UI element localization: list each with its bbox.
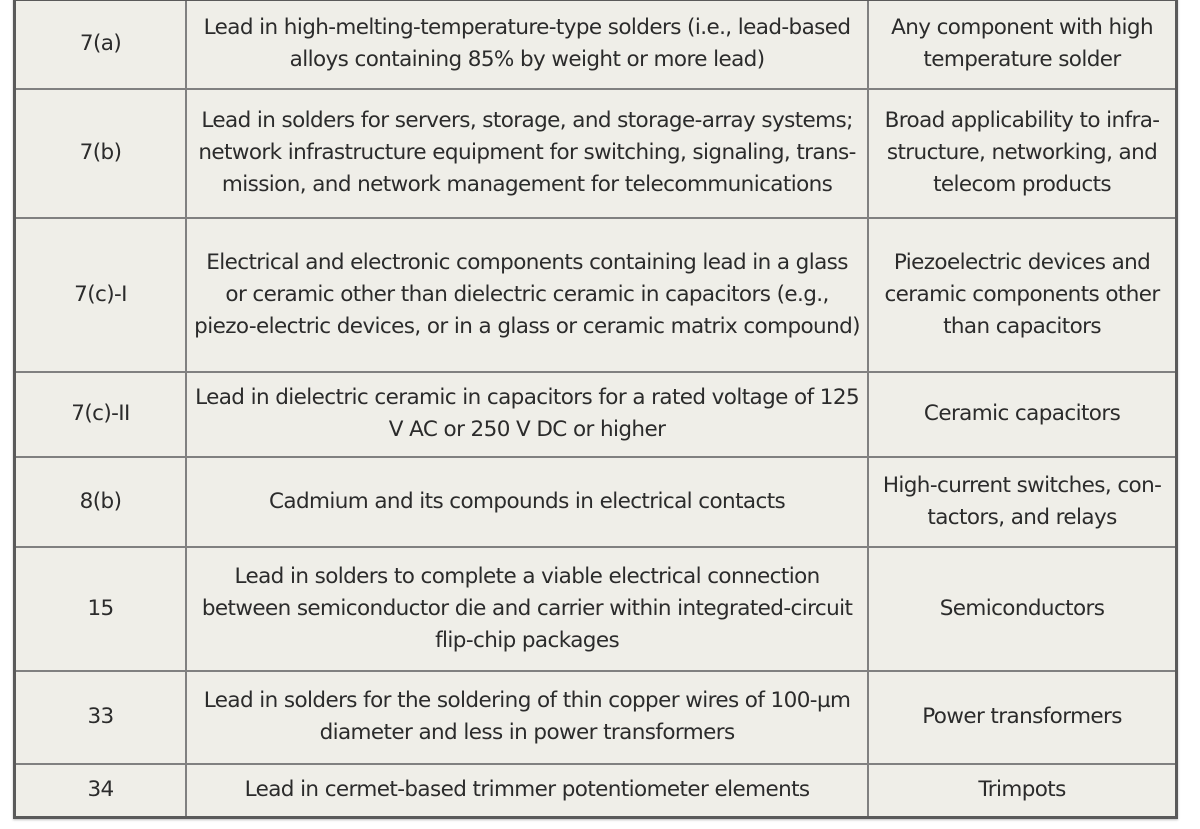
application-cell: Broad applicability to infra-structure, networking, and telecom products [868,89,1176,218]
item-cell: 7(b) [15,89,187,218]
description-cell: Lead in solders to complete a viable electrical connection between semiconductor die and carrier within integrated-circuit flip-chip packages [186,547,868,671]
table-row [15,0,1177,89]
application-cell: High-current switches, con-tactors, and relays [868,457,1176,547]
description-cell: Lead in cermet-based trimmer potentiometer elements [186,764,868,818]
description-cell: Lead in dielectric ceramic in capacitors for a rated voltage of 125 V AC or 250 V DC or higher [186,372,868,457]
description-cell: Lead in solders for the soldering of thin copper wires of 100-µm diameter and less in power transformers [186,671,868,764]
item-cell: 7(c)-I [15,218,187,372]
application-cell: Trimpots [868,764,1176,818]
table-row [15,372,1177,457]
item-cell: 15 [15,547,187,671]
item-cell: 7(a) [15,0,187,89]
table-row [15,218,1177,372]
application-cell: Any component with high temperature solder [868,0,1176,89]
item-cell: 34 [15,764,187,818]
description-cell: Lead in solders for servers, storage, and storage-array systems; network infrastructure equipment for switching, signaling, trans-mission, and network management for telecommunications [186,89,868,218]
table-row [15,764,1177,818]
application-cell: Ceramic capacitors [868,372,1176,457]
description-cell: Cadmium and its compounds in electrical contacts [186,457,868,547]
rohs-exemptions-table-container [13,0,1178,819]
table-row [15,547,1177,671]
table-body [15,0,1177,818]
table-row [15,457,1177,547]
rohs-exemptions-table [13,0,1178,819]
description-cell: Lead in high-melting-temperature-type solders (i.e., lead-based alloys containing 85% by weight or more lead) [186,0,868,89]
table-row [15,671,1177,764]
table-row [15,89,1177,218]
item-cell: 7(c)-II [15,372,187,457]
application-cell: Semiconductors [868,547,1176,671]
description-cell: Electrical and electronic components containing lead in a glass or ceramic other than dielectric ceramic in capacitors (e.g., piezo-electric devices, or in a glass or ceramic matrix compound) [186,218,868,372]
item-cell: 33 [15,671,187,764]
application-cell: Piezoelectric devices and ceramic components other than capacitors [868,218,1176,372]
item-cell: 8(b) [15,457,187,547]
application-cell: Power transformers [868,671,1176,764]
